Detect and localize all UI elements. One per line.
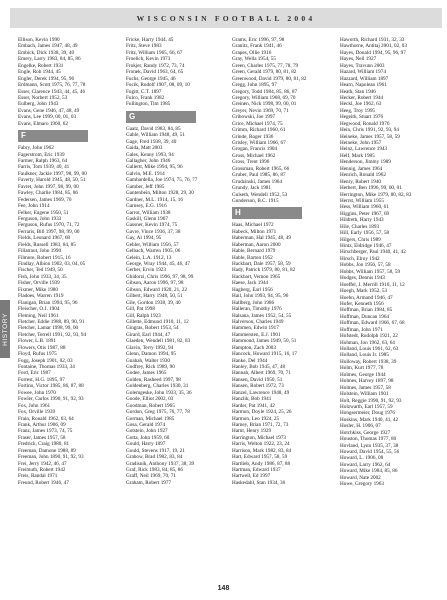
- index-entry: Heinz, Lawrence 1943: [340, 146, 388, 153]
- index-entry: Hammersten, E.J. 1901: [232, 331, 281, 338]
- index-entry: Hanzel, Lawrence 1948, 49: [232, 389, 290, 396]
- index-entry: Gallagher, John 1946: [126, 158, 171, 164]
- index-entry: Gill, Ralph 1923: [126, 312, 161, 319]
- column-top-list: [232, 37, 336, 204]
- index-entry: Holt, Reggie 1990, 91, 92, 93: [340, 397, 402, 404]
- page-number: 148: [217, 585, 230, 592]
- index-entry: Hobbs, William 1957, 58, 59: [340, 268, 401, 275]
- index-entry: Holland, Louis Jr. 1985: [340, 352, 389, 359]
- index-entry: Garnsey, E.G. 1916: [126, 203, 167, 210]
- index-entry: Hoffman, Duncan 1964: [340, 313, 390, 320]
- index-entry: Hartlieb, Andy 1986, 87, 88: [232, 460, 291, 467]
- index-entry: Gable, William 1948, 49, 51: [126, 132, 185, 139]
- index-entry: Greyer, Nevin 1969, 70, 71: [232, 107, 289, 114]
- index-entry: Fritz, William 1965, 66, 67: [126, 49, 183, 56]
- index-entry: Gile, Gordon 1938, 39, 40: [126, 299, 181, 306]
- index-entry: Howard, Mike 1984, 85, 86: [340, 468, 398, 475]
- index-entry: Hecker, Robert 1944: [340, 94, 384, 101]
- index-entry: Green, Charles 1975, 77, 78, 79: [232, 62, 299, 69]
- index-entry: Harrison, Mark 1982, 83, 84: [232, 447, 292, 454]
- index-entry: Hess, William 1960, 61: [340, 204, 389, 211]
- index-entry: Grinde, Roger 1936: [232, 133, 274, 140]
- column-4: [340, 37, 444, 590]
- index-entry: Favret, John 1997, 98, 99, 00: [18, 183, 79, 190]
- index-entry: Fogg, Joseph 1901, 02, 03: [18, 357, 73, 364]
- index-entry: Freeman, Damone 1988, 89: [18, 447, 76, 454]
- index-entry: Gaatz, David 1983, 84, 85: [126, 125, 181, 132]
- index-entry: Gibson, Aaron 1996, 97, 98: [126, 280, 184, 287]
- index-entry: Gill, Pat 1998: [126, 306, 155, 313]
- index-entry: Holmes, James 1957, 58: [340, 384, 391, 391]
- index-entry: Gosa, Gerald 1974: [126, 421, 166, 428]
- index-entry: Ferraris, Bill 1997, 98, 99, 00: [18, 228, 80, 235]
- index-entry: Howard, David 1954, 55, 56: [340, 449, 400, 455]
- index-entry: Henry, Robert 1940: [340, 178, 382, 185]
- index-entry: Holmes, Harvey 1897, 98: [340, 378, 394, 385]
- index-entry: Hintz, Eldridge 1946, 47: [340, 243, 392, 249]
- index-entry: Hayes, Travunn 2003: [340, 62, 385, 69]
- index-entry: Gross, Trent 1996: [232, 159, 270, 166]
- index-entry: Fleischer, O.J. 1904: [18, 306, 60, 313]
- index-entry: Holzwarth, Earl 1957, 59: [340, 403, 393, 410]
- index-entry: Embick, Dick 1938, 39, 40: [18, 49, 75, 56]
- index-entry: Hagberg, Earl 1956: [232, 286, 273, 293]
- index-entry: Graham, Robert 1977: [126, 479, 172, 486]
- index-entry: Goldenberg, Charles 1930, 31: [126, 383, 189, 390]
- index-entry: Grapes, Ollie 1916: [232, 49, 272, 56]
- index-entry: Grice, Michael 1974, 75: [232, 120, 283, 127]
- index-entry: Gorman, Michael 1985: [126, 415, 175, 422]
- index-entry: Gould, Stevens 1917, 19, 21: [126, 447, 185, 454]
- index-entry: Holm, Kurt 1977, 78: [340, 365, 384, 372]
- index-entry: Hanzlik, Bob 1941: [232, 396, 272, 403]
- index-entry: Holloway, Robert 1938, 39: [340, 358, 397, 365]
- index-entry: Filmore, Robert 1915, 16: [18, 254, 71, 261]
- index-entry: Fisher, Orville 1939: [18, 280, 60, 287]
- index-entry: Gordon, Greg 1975, 76, 77, 78: [126, 409, 190, 416]
- index-entry: Hildreth, Harry 1943: [340, 217, 384, 224]
- index-entry: Freund, Robert 1946, 47: [18, 479, 69, 486]
- index-entry: Haberman, Aaron 2000: [232, 241, 281, 248]
- index-entry: Gardner, M.L. 1914, 15, 16: [126, 196, 183, 203]
- index-entry: Fuchs, George 1945, 46: [126, 75, 176, 82]
- index-entry: Hallberg, John 1986: [232, 299, 275, 306]
- index-entry: Hoffman, Edward 1966, 67, 68: [340, 320, 405, 327]
- index-entry: Fullington, Tim 1985: [126, 101, 171, 108]
- index-entry: Gamber, Jeff 1985: [126, 183, 165, 190]
- column-3: [232, 37, 336, 590]
- index-entry: Franz, James 1973, 74, 75: [18, 428, 73, 435]
- index-entry: Grossman, Robert 1965, 66: [232, 165, 290, 172]
- index-entry: Gradisnik, Anthony 1937, 38, 39: [126, 460, 195, 467]
- index-entry: Haas, Michael 1972: [232, 222, 274, 229]
- index-entry: Heineke, John 1957: [340, 140, 382, 146]
- index-entry: Hirschberger, Paul 1940, 41, 42: [340, 249, 406, 256]
- index-entry: Gotstein, John 1927: [126, 428, 168, 435]
- index-entry: Froelich, Kevin 1973: [126, 56, 171, 63]
- index-entry: Grimm, Richard 1960, 61: [232, 127, 286, 134]
- index-entry: Hoehn, Armand 1946, 47: [340, 294, 393, 301]
- index-entry: Flower, L.B. 1891: [18, 338, 56, 345]
- index-entry: Harder, Pat 1941, 42: [232, 402, 275, 409]
- index-entry: Hodges, Dennis 1943: [340, 275, 385, 282]
- column-top-list: [18, 37, 120, 127]
- index-entry: Ford, Eric 1987: [18, 370, 51, 377]
- index-entry: Hackbart, Dale 1957, 58, 59: [232, 261, 291, 267]
- index-entry: Holland, Louis 1961, 62, 63: [340, 346, 399, 352]
- index-entry: Fee, John 1914: [18, 203, 50, 210]
- index-entry: Hobbs, Jon 1956, 57, 58: [340, 262, 391, 269]
- index-entry: Faulkner, Jackie 1997, 98, 99, 00: [18, 170, 87, 177]
- running-header: [10, 8, 442, 28]
- index-entry: Helf, Mark 1985: [340, 152, 375, 159]
- index-entry: Findlay, Albion 1902, 03, 04, 05: [18, 261, 86, 267]
- index-entry: Freimuth, Robert 1942: [18, 467, 66, 473]
- index-entry: Frei, Jerry 1942, 46, 47: [18, 460, 67, 467]
- index-entry: Gruber, Paul 1985, 86, 87: [232, 172, 286, 179]
- index-entry: Green, Gerald 1979, 80, 81, 82: [232, 69, 297, 76]
- index-entry: Gregg, John 1895, 97: [232, 82, 277, 89]
- index-entry: Hazard, William 1974: [340, 69, 386, 76]
- index-entry: Fabry, John 1962: [18, 145, 54, 152]
- index-entry: Goode, Elliot 2002, 03: [126, 396, 174, 403]
- index-entry: Habeck, Milton 1971: [232, 228, 277, 235]
- index-entry: Grams, Eric 1996, 97, 98: [232, 37, 285, 43]
- index-entry: Hongsermeier, Doug 1976: [340, 410, 395, 417]
- index-entry: Heeg, Troy 1995: [340, 107, 376, 114]
- index-entry: Hegeith, Stuart 1976: [340, 114, 384, 121]
- index-entry: Frank, Arthur 1906, 09: [18, 421, 66, 428]
- index-entry: Hartman, Edward 1937: [232, 467, 281, 473]
- index-entry: Grundy, Jack 1981: [232, 185, 271, 192]
- index-entry: Hearn, Napolean 1961: [340, 82, 387, 89]
- index-entry: Frokjer, Randy 1972, 73, 74: [126, 62, 185, 69]
- index-entry: Fowee, John 1970: [18, 389, 56, 396]
- index-entry: Gould, Harry 1897: [126, 441, 166, 448]
- index-entry: Faverty, Harold 1945, 48, 50, 51: [18, 177, 86, 184]
- index-entry: Gingras, Robert 1953, 54: [126, 325, 179, 332]
- column-top-list: [340, 37, 444, 488]
- index-entry: Godfrey, Rick 1989, 90: [126, 364, 175, 370]
- column-2: [126, 37, 228, 590]
- index-entry: Hartwell, Ed 1997: [232, 473, 271, 480]
- index-entry: Fields, Russell 1983, 84, 85: [18, 241, 76, 248]
- index-entry: Fraser, James 1957, 58: [18, 434, 66, 441]
- index-entry: Gerber, Ervin 1923: [126, 267, 166, 274]
- index-entry: Higgins, Peter 1967, 69: [340, 210, 390, 217]
- index-entry: Greenwood, David 1979, 80, 81, 82: [232, 75, 307, 82]
- index-entry: Gaida, Matt 2003: [126, 145, 163, 152]
- index-entry: Hoeffel, J. Merrill 1910, 11, 12: [340, 281, 405, 288]
- index-entry: Harrington, Michael 1973: [232, 434, 287, 441]
- index-entry: Halsana, James 1952, 54, 55: [232, 312, 292, 319]
- index-entry: Eulberg, John 1943: [18, 101, 59, 108]
- index-entry: Howard, Nate 2002: [340, 474, 381, 481]
- index-entry: Fox, John 1961: [18, 402, 51, 409]
- letter-heading: F: [18, 130, 88, 142]
- index-entry: Haskedahl, Stan 1934, 36: [232, 479, 286, 486]
- index-entry: Glenn, Damon 1994, 95: [126, 351, 176, 358]
- index-entry: Farris, Tom 1939, 40, 41: [18, 164, 70, 171]
- index-entry: Hovland, Lynn 1935, 37, 38: [340, 442, 399, 449]
- index-entry: Gebler, William 1956, 57: [126, 241, 179, 248]
- index-entry: Fish, John 1933, 34, 35: [18, 273, 67, 280]
- index-entry: Greinen, Nick 1998, 99, 00, 01: [232, 101, 297, 108]
- index-entry: Hirsch, Elroy 1942: [340, 255, 380, 262]
- index-entry: Esser, Norbert 1952, 53: [18, 94, 68, 101]
- index-entry: Houston, Thomas 1977, 80: [340, 436, 397, 443]
- index-entry: Gilbert, Harry 1948, 50, 51: [126, 293, 183, 300]
- index-entry: Evans, Gene 1946, 47, 48, 49: [18, 107, 80, 114]
- index-entry: Godee, James 1965: [126, 370, 167, 377]
- index-entry: Grabow, Brad 1982, 83, 84: [126, 454, 183, 461]
- index-entry: Fletcher, Eddie 1988, 89, 90, 91: [18, 318, 85, 325]
- index-entry: Fritz, Steve 1983: [126, 43, 162, 50]
- index-entry: Fricke, Harry 1944, 45: [126, 37, 174, 43]
- index-entry: Hammen, Edwin 1917: [232, 325, 279, 332]
- index-entry: Gantenbein, Milton 1928, 29, 30: [126, 190, 194, 197]
- index-entry: Hady, Patrick 1979, 80, 81, 82: [232, 267, 296, 274]
- index-entry: Fronek, David 1963, 64, 65: [126, 69, 184, 76]
- index-entry: Fugitt, C.T. 1897: [126, 88, 162, 95]
- column-bottom-list: [232, 222, 336, 486]
- index-entry: Floyd, Rufus 1975: [18, 351, 57, 358]
- index-entry: Fixmer, Mike 1980: [18, 286, 58, 293]
- index-entry: Evans, Elmaro 1960, 62: [18, 120, 68, 127]
- index-entry: Hennig, James 1964: [340, 165, 383, 172]
- index-entry: Gross, Michael 1962: [232, 152, 276, 159]
- index-entry: Gavre, Vince 1936, 37, 38: [126, 228, 181, 235]
- index-entry: Hein, Chris 1991, 92, 93, 94: [340, 127, 399, 134]
- index-entry: Flanigan, Brian 1994, 95, 96: [18, 299, 78, 306]
- index-entry: Flowers, Otis 1987, 88: [18, 344, 66, 351]
- index-entry: Harney, Brian 1971, 72, 73: [232, 421, 289, 428]
- index-entry: Heckl, Joe 1962, 63: [340, 101, 382, 108]
- section-tab-label: HISTORY: [1, 312, 9, 346]
- letter-heading: H: [232, 207, 302, 219]
- index-entry: Garrot, William 1938: [126, 209, 171, 216]
- index-entry: Frain, Ronald 1962, 63, 64: [18, 415, 74, 422]
- index-entry: George, Wray 1944, 45, 46, 47: [126, 261, 190, 267]
- index-entry: Gelbach, Warren 1905, 06: [126, 248, 181, 255]
- index-entry: Fletcher, Terrell 1991, 92, 93, 94: [18, 331, 87, 338]
- index-entry: Henrich, Ronald 1962: [340, 172, 386, 179]
- index-entry: Fredrick, Craig 1980, 81: [18, 441, 70, 448]
- index-entry: Evans, Lee 1999, 00, 01, 03: [18, 114, 77, 121]
- index-entry: Gallertt, Mike 1994, 95, 96: [126, 164, 183, 171]
- index-entry: Heath, Stan 1946: [340, 88, 376, 95]
- index-entry: Fletcher, Lamar 1998, 99, 00: [18, 325, 79, 332]
- index-entry: Hazzard, William 1897: [340, 75, 389, 82]
- index-entry: Hanley, Bob 1945, 47, 48: [232, 364, 286, 370]
- index-entry: Harris, Welton 1922, 23, 24: [232, 441, 290, 448]
- index-entry: Glavin, Terry 1992, 94: [126, 344, 174, 351]
- index-entry: Fontaine, Thomas 1933, 34: [18, 364, 75, 370]
- index-entry: Gillette, Edmund 1910, 11, 12: [126, 318, 189, 325]
- index-entry: Haworth, Richard 1931, 32, 33: [340, 37, 405, 43]
- index-entry: Engelke, Robert 1931: [18, 62, 64, 69]
- index-entry: Fleming, Neil 1961: [18, 312, 59, 319]
- index-entry: Harnt, Henry 1929: [232, 428, 272, 435]
- index-entry: Fladoes, Warren 1919: [18, 293, 64, 300]
- index-entry: Hile, Charles 1893: [340, 223, 380, 230]
- index-entry: Hayes, Donald 1994, 95, 96, 97: [340, 49, 406, 56]
- index-entry: Hable, Barton 1952: [232, 254, 273, 261]
- index-entry: Gray, Wella 1954, 55: [232, 56, 276, 63]
- index-entry: Gulseth, Wendell 1952, 53: [232, 191, 288, 198]
- index-entry: Farmer, Ralph 1963, 64: [18, 158, 68, 164]
- index-entry: Gotta, John 1959, 60: [126, 434, 170, 441]
- column-top-list: [126, 37, 228, 108]
- index-entry: Henderson, Jimmy 1989: [340, 159, 391, 166]
- index-entry: Howe, Gregory 1963: [340, 481, 384, 488]
- index-entry: Hotchkiss, George 1927: [340, 429, 391, 436]
- index-entry: Fagerstrom, Eric 1939: [18, 151, 65, 158]
- index-entry: Harmon, Doyle 1924, 25, 26: [232, 409, 292, 416]
- index-entry: Forrest, H.G. 1895, 97: [18, 376, 65, 383]
- index-entry: Gay, Al 1994, 95: [126, 235, 162, 242]
- index-entry: Granitz, Frank 1941, 46: [232, 43, 282, 50]
- index-entry: Hosler, H. 1906, 07: [340, 423, 381, 430]
- index-entry: Glaeden, Wendell 1981, 82, 83: [126, 338, 191, 345]
- index-entry: Haberman, Hal 1945, 48, 49: [232, 235, 291, 242]
- index-entry: Golemgeske, John 1933, 35, 36: [126, 389, 192, 396]
- index-entry: Embach, James 1947, 48, 49: [18, 43, 78, 50]
- index-entry: Hannah, Albert 1969, 70, 71: [232, 370, 291, 377]
- index-entry: Haese, Jack 1944: [232, 280, 269, 287]
- index-entry: Girard, Earl 1944, 47: [126, 331, 171, 338]
- index-entry: Gales, Kenny 1993, 94: [126, 151, 174, 158]
- index-entry: Grisley, William 1966, 67: [232, 140, 286, 146]
- index-entry: Gaskill, Glenn 1967: [126, 215, 168, 222]
- index-entry: Fields, Leonard 1967, 68: [18, 235, 71, 242]
- index-entry: Hammond, James 1949, 50, 51: [232, 338, 297, 345]
- index-entry: Erdmann, Scott 1975, 76, 77, 78: [18, 82, 86, 89]
- index-entry: Herrst, William 1955: [340, 197, 384, 204]
- index-entry: Engler, Derek 1994, 95, 96: [18, 75, 75, 82]
- index-entry: Grudzinski, James 1964: [232, 178, 282, 185]
- index-entry: Hilgers, Chris 1989: [340, 236, 381, 243]
- index-entry: Halleran, Timothy 1976: [232, 306, 282, 313]
- index-entry: Graf, Rick 1983, 84, 85, 86: [126, 467, 183, 473]
- column-1: [18, 37, 120, 590]
- index-entry: Ferguson, Rufus 1970, 71, 72: [18, 222, 80, 229]
- index-entry: Freis, Randal 1971: [18, 473, 58, 480]
- index-entry: Fucik, Rudolf 1907, 08, 09, 10: [126, 82, 190, 89]
- index-entry: Felker, Eugene 1950, 51: [18, 209, 69, 216]
- column-bottom-list: [126, 126, 228, 487]
- index-entry: Hoffman, Brian 1984, 85: [340, 307, 393, 314]
- index-entry: Fulco, Frank 1982: [126, 94, 165, 101]
- index-entry: Fillatraut, John 1990: [18, 248, 62, 255]
- index-entry: Hegwood, Ronald 1976: [340, 120, 390, 127]
- index-entry: Hable, Bernard 1979: [232, 248, 276, 255]
- index-entry: Esser, Clarence 1943, 44, 45, 46: [18, 88, 86, 95]
- index-entry: Gelein, L.A. 1912, 13: [126, 254, 172, 261]
- index-entry: Gregory, William 1968, 69, 70: [232, 94, 296, 101]
- index-entry: Hail, John 1993, 94, 95, 96: [232, 293, 289, 300]
- index-entry: Holstein, William 1901: [340, 391, 389, 398]
- index-entry: Gassner, Kevin 1974, 75: [126, 222, 178, 229]
- index-entry: Halverson, Charles 1949: [232, 318, 284, 325]
- letter-heading: G: [126, 111, 196, 123]
- index-entry: Hansen, Robert 1972, 73: [232, 383, 284, 390]
- index-entry: Grogan, Francis 1904: [232, 146, 278, 153]
- index-entry: Hayes, Neil 1927: [340, 56, 377, 63]
- index-entry: Gribowski, Joe 1997: [232, 114, 276, 121]
- index-entry: Goodman, Robert 1965: [126, 402, 175, 409]
- index-entry: Harmon, Leo 1924, 25: [232, 415, 280, 422]
- index-entry: Hofstedt, Rudolph 1921, 22: [340, 333, 398, 340]
- index-entry: Holmes, George 1944: [340, 371, 386, 378]
- index-entry: Galvin, M.E. 1914: [126, 170, 165, 177]
- index-entry: Hohman, Jon 1962, 63, 64: [340, 339, 395, 346]
- index-entry: Hackbart, Vernon 1965: [232, 273, 281, 280]
- index-entry: Hampton, Zach 2003: [232, 344, 276, 351]
- index-entry: Gambardella, Joe 1974, 75, 76, 77: [126, 177, 198, 184]
- index-entry: Golden, Rasheed 1997, 98: [126, 376, 181, 383]
- index-entry: Emery, Larry 1983, 84, 85, 86: [18, 56, 81, 63]
- index-entry: Herbert, Ben 1996, 99, 00, 01: [340, 185, 402, 192]
- index-entry: Freeman, John 1890, 91, 92, 93: [18, 454, 84, 461]
- index-entry: Ghidorzi, Chris 1996, 97, 98, 99: [126, 273, 194, 280]
- index-entry: Gage, Fred 1938, 39, 40: [126, 138, 177, 145]
- index-entry: Fischer, Ted 1949, 50: [18, 267, 63, 274]
- index-entry: Hofer, Kenneth 1956: [340, 300, 384, 307]
- index-entry: Heineke, James 1957, 58, 59: [340, 133, 400, 140]
- index-entry: Howard, L. 1906, 08: [340, 455, 384, 462]
- index-entry: Hoegh, Mark 1952, 53: [340, 288, 388, 295]
- index-entry: Engle, Rob 1944, 45: [18, 69, 61, 76]
- index-entry: Federsen, James 1969, 70: [18, 196, 72, 203]
- index-entry: Ellison, Kevin 1990: [18, 37, 60, 43]
- index-entry: Hoffman, John 1971: [340, 326, 383, 333]
- index-entry: Hill, Early 1956, 57, 58: [340, 230, 390, 237]
- index-entry: Fowler, Carlos 1990, 91, 92, 93: [18, 396, 84, 403]
- header-title: WISCONSIN FOOTBALL 2004: [136, 13, 316, 23]
- index-entry: Gnabah, Walter 1930: [126, 357, 170, 364]
- index-entry: Hancock, Howard 1915, 16, 17: [232, 351, 297, 358]
- index-entry: Hoskins, Mark 1940, 41, 42: [340, 416, 399, 423]
- index-entry: Gunderson, B.C. 1915: [232, 197, 279, 204]
- index-entry: Gregory, Todd 1984, 85, 86, 87: [232, 88, 298, 95]
- index-entry: Hanke, Del 1944: [232, 357, 268, 364]
- index-entry: Fortino, Victor 1985, 86, 87, 88: [18, 383, 84, 390]
- index-entry: Ferguson, John 1933: [18, 215, 62, 222]
- index-entry: Fox, Orville 1939: [18, 409, 56, 416]
- index-entry: Hawthorne, Antitaj 2001, 02, 03: [340, 43, 407, 50]
- column-bottom-list: [18, 145, 120, 486]
- index-entry: Fawley, Charlie 1984, 85, 86: [18, 190, 79, 197]
- index-entry: Gibson, Edward 1920, 21, 22: [126, 286, 187, 293]
- index-entry: Howard, Larry 1962, 64: [340, 461, 391, 468]
- index-entry: Hansen, David 1950, 51: [232, 376, 283, 383]
- index-entry: Herrington, Mike 1979, 80, 82, 83: [340, 191, 412, 198]
- index-entry: Graff, Neil 1969, 70, 71: [126, 473, 176, 480]
- name-index: [0, 37, 447, 590]
- index-entry: Hart, Edward 1957, 58, 59: [232, 454, 288, 461]
